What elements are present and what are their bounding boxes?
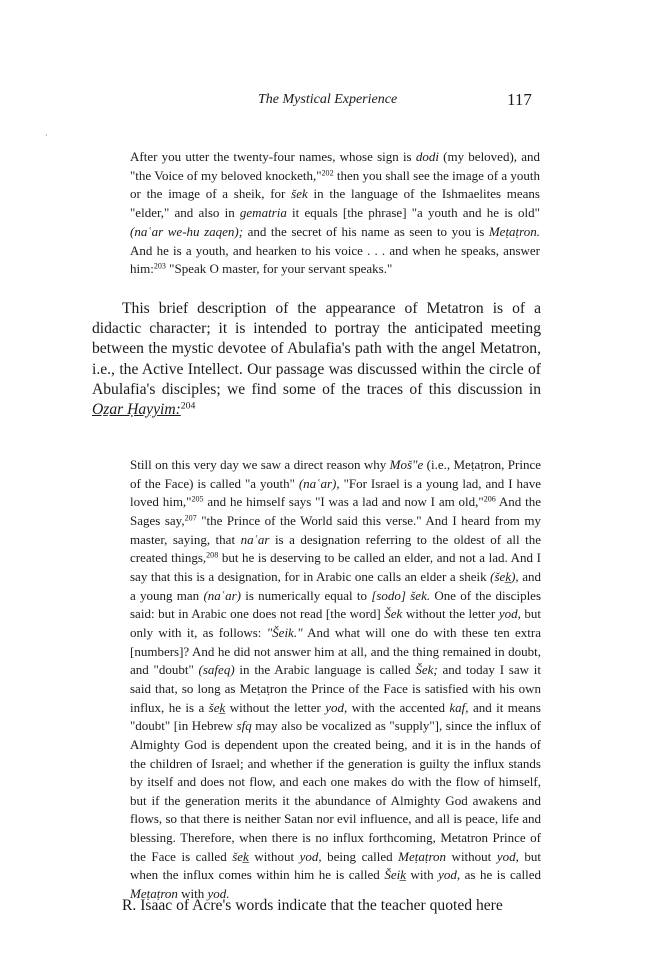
text-run: This brief description of the appearance of Metatron is of a didactic character; it is intended to portray the anticipated meeting between the mystic devotee of Abulafia's path with the angel Metatron, i.e., the Active Intellect. Our passage was discussed within the circle of Abulafia's disciples; we find some of the traces of this discussion in <box>92 300 541 398</box>
text-run: And he is a youth, and hearken to his voice . . . and when he speaks, answer him: <box>130 242 540 277</box>
text-run-italic: yod. <box>207 886 230 902</box>
text-run: Still on this very day we saw a direct reason why <box>130 457 390 472</box>
text-run: (my beloved), and "the Voice of my beloved knocketh," <box>130 149 540 183</box>
text-run: and he himself says "I was a lad and now I am old," <box>203 494 484 510</box>
text-run: "the Prince of the World said this verse." And I heard from my master, saying, that <box>130 512 541 547</box>
footnote-ref: 206 <box>483 494 496 504</box>
text-run-italic: (naʿar), <box>298 475 340 491</box>
text-run: and the secret of his name as seen to you is <box>243 223 489 239</box>
text-run: And the Sages say, <box>130 494 541 528</box>
text-run-italic: yod, <box>496 848 519 864</box>
footnote-ref: 207 <box>184 513 197 523</box>
text-run-italic: Meṭaṭron <box>398 848 447 864</box>
text-run: may also be vocalized as "supply"], since the influx of Almighty God is dependent upon the created being, and it is in the hands of the children of Israel; and whether if the generation is guilty the influx stands by itself and does not flow, and each one makes do with the flow of himself, but if the generation merits it the abundance of Almighty God awakens and flows, so that there is neither Satan nor evil influence, and all is peace, life and blessing. Therefore, when there is no influx forthcoming, Metatron Prince of the Face is called <box>130 718 541 864</box>
text-run: without <box>248 848 300 864</box>
text-run: then you shall see the image of a youth or the image of a sheik, for <box>130 167 540 202</box>
running-header <box>0 92 650 112</box>
text-run-italic: šek <box>291 186 308 202</box>
text-run-italic: yod, <box>299 848 322 864</box>
page-number: 117 <box>507 90 532 109</box>
text-run: and a young man <box>130 568 541 603</box>
footnote-ref: 208 <box>206 550 219 560</box>
text-run: "For Israel is a young lad, and I have loved him," <box>130 475 542 510</box>
block-quote-ozar-hayyim <box>130 456 541 904</box>
text-run-italic: "Šeik." <box>266 624 303 640</box>
text-run: in the language of the Ishmaelites means "elder," and also in <box>130 186 540 221</box>
text-run-italic: sfq <box>236 718 252 734</box>
text-run-italic: naʿar <box>240 531 270 547</box>
text-run-italic: yod, <box>325 699 348 715</box>
body-paragraph-1 <box>92 299 541 420</box>
text-run: "Speak O master, for your servant speaks." <box>165 261 393 277</box>
footnote-ref: 202 <box>321 168 334 178</box>
text-run-italic: Meṭaṭron. <box>488 223 540 239</box>
text-run: but he is deserving to be called an elder, and not a lad. And I say that this is a designation, for in Arabic one calls an elder a sheik <box>130 550 541 584</box>
text-run: without the letter <box>225 699 326 715</box>
text-run: without <box>446 848 497 864</box>
text-run: being called <box>321 848 399 864</box>
text-run-italic: (naʿar) <box>203 587 241 603</box>
text-run-italic: Meṭaṭron <box>130 886 178 902</box>
text-run-italic: (naʿar we-hu zaqen); <box>130 223 244 239</box>
text-run: but when the influx comes within him he is called <box>130 848 541 883</box>
footnote-ref: 205 <box>191 494 204 504</box>
text-run: with <box>405 867 439 883</box>
block-quote-abulafia <box>130 148 540 279</box>
text-run-italic: (šek̲), <box>490 568 519 584</box>
running-title: The Mystical Experience <box>258 92 398 107</box>
body-paragraph-2 <box>92 896 541 916</box>
text-run: And what will one do with these ten extra [numbers]? And he did not answer him at all, and the thing remained in doubt, and "doubt" <box>130 624 541 678</box>
text-run-italic: šek̲ <box>208 699 226 715</box>
text-run: One of the disciples said: but in Arabic one does not read [the word] <box>130 587 542 622</box>
text-run-italic: šek̲ <box>232 848 249 864</box>
text-run: with <box>177 886 208 902</box>
text-run: in the Arabic language is called <box>234 662 416 678</box>
text-run-italic: (safeq) <box>198 662 235 678</box>
text-run-italic: Šek; <box>415 662 438 678</box>
text-run: as he is called <box>460 867 541 883</box>
text-run-italic: [sodo] šek. <box>371 587 431 603</box>
text-run: with the accented <box>347 699 450 715</box>
text-run-italic: Šeik̲ <box>384 867 406 883</box>
text-run: without the letter <box>402 606 499 622</box>
text-run-italic: Šek <box>384 606 403 622</box>
footnote-ref: 204 <box>180 400 196 412</box>
text-run: After you utter the twenty-four names, whose sign is <box>130 149 416 164</box>
text-run-italic: yod, <box>438 867 461 883</box>
text-run: and today I saw it said that, so long as Meṭaṭron the Prince of the Face is satisfied with his own influx, he is a <box>130 662 542 715</box>
text-run: is numerically equal to <box>240 587 372 603</box>
text-run: (i.e., Meṭaṭron, Prince of the Face) is called "a youth" <box>130 457 541 491</box>
text-run-italic: dodi <box>415 149 439 164</box>
text-run-italic: kaf, <box>449 699 469 715</box>
text-run-italic: Oẕar Ḥayyim: <box>92 401 181 419</box>
text-run-italic: Moš"e <box>389 457 424 472</box>
text-run: is a designation referring to the oldest of all the created things, <box>130 531 541 566</box>
text-run-italic: gematria <box>239 205 287 221</box>
text-run: but only with it, as follows: <box>130 606 542 640</box>
text-run: R. Isaac of Acre's words indicate that the teacher quoted here <box>122 897 503 914</box>
text-run: it equals [the phrase] "a youth and he is old" <box>286 205 540 221</box>
text-run-italic: yod, <box>498 606 521 622</box>
text-run: and it means "doubt" [in Hebrew <box>130 699 541 734</box>
footnote-ref: 203 <box>153 261 166 271</box>
margin-speck: · <box>45 131 48 140</box>
